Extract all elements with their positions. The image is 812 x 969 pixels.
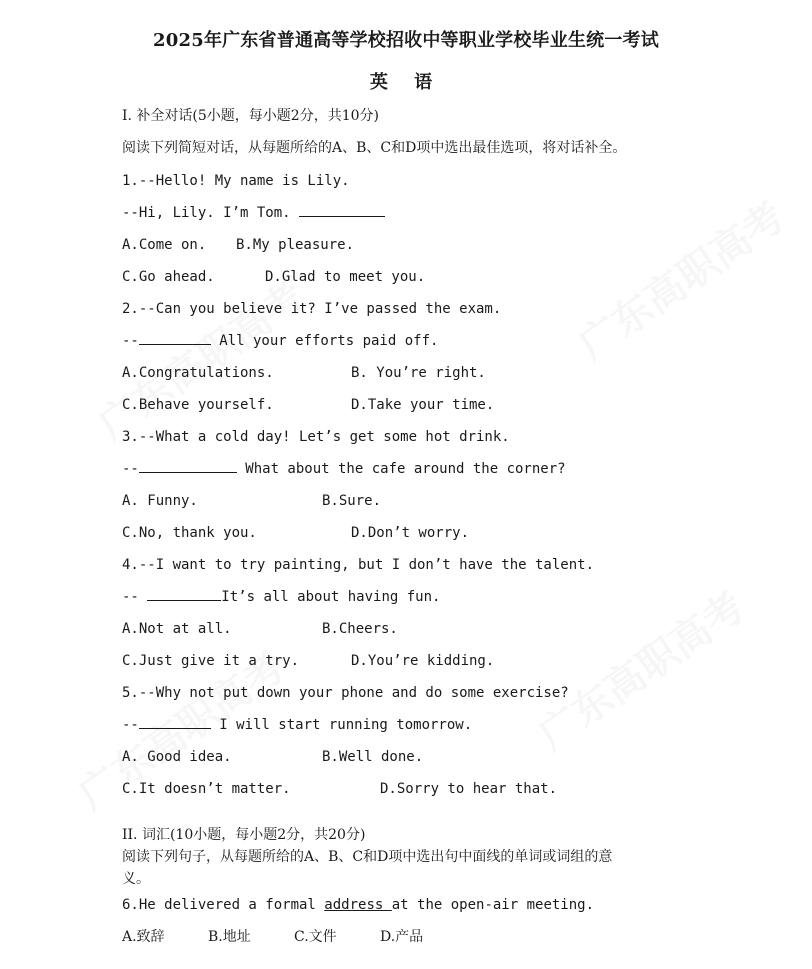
question-4-line-1: 4.--I want to try painting, but I don’t have the talent. [122,557,595,573]
question-6-option-a: A.致辞 [122,929,165,945]
question-6-option-d: D.产品 [380,929,424,945]
question-4-line-2: -- It’s all about having fun. [122,589,441,605]
question-2-option-b: B. You’re right. [351,365,486,381]
question-3-option-a: A. Funny. [122,493,198,509]
question-5-line-1: 5.--Why not put down your phone and do some exercise? [122,685,569,701]
question-6-option-b: B.地址 [208,929,251,945]
question-3-option-d: D.Don’t worry. [351,525,470,541]
question-6-option-c: C.文件 [294,929,337,945]
question-3-line-2: -- What about the cafe around the corner? [122,461,566,477]
question-3-option-b: B.Sure. [322,493,382,509]
question-1-option-d: D.Glad to meet you. [265,269,426,285]
watermark [85,266,314,450]
answer-blank[interactable] [139,460,237,473]
question-4-option-a: A.Not at all. [122,621,232,637]
question-5-option-c: C.It doesn’t matter. [122,781,291,797]
answer-blank[interactable] [139,332,211,345]
question-2-line-1: 2.--Can you believe it? I’ve passed the exam. [122,301,502,317]
question-1-option-c: C.Go ahead. [122,269,215,285]
question-2-option-a: A.Congratulations. [122,365,274,381]
section-2-heading: II. 词汇(10小题，每小题2分，共20分) [122,827,366,843]
question-4-option-d: D.You’re kidding. [351,653,495,669]
question-1-option-a: A.Come on. [122,237,207,253]
exam-title: 2025年广东省普通高等学校招收中等职业学校毕业生统一考试 [153,30,659,51]
section-1-heading: I. 补全对话(5小题，每小题2分，共10分) [122,108,379,124]
answer-blank[interactable] [139,716,211,729]
question-3-line-1: 3.--What a cold day! Let’s get some hot drink. [122,429,510,445]
answer-blank[interactable] [299,204,385,217]
question-1-line-2 [122,204,385,222]
question-1-option-b: B.My pleasure. [236,237,355,253]
watermark [565,186,794,370]
underlined-word: address [324,897,392,913]
answer-blank[interactable] [147,588,221,601]
question-2-option-d: D.Take your time. [351,397,495,413]
section-2-instruction: 阅读下列句子，从每题所给的A、B、C和D项中选出句中面线的单词或词组的意 [122,849,613,865]
question-2-line-2: -- All your efforts paid off. [122,333,439,349]
question-6-sentence: 6.He delivered a formal address at the open-air meeting. [122,897,595,913]
watermark [525,576,754,760]
question-5-line-2: -- I will start running tomorrow. [122,717,473,733]
question-1-line-2-text: --Hi, Lily. I’m Tom. [122,205,300,221]
exam-subject: 英 语 [369,72,443,93]
question-4-option-b: B.Cheers. [322,621,398,637]
section-1-instruction: 阅读下列简短对话，从每题所给的A、B、C和D项中选出最佳选项，将对话补全。 [122,140,627,156]
question-1-line-1: 1.--Hello! My name is Lily. [122,173,350,189]
question-5-option-d: D.Sorry to hear that. [380,781,558,797]
question-2-option-c: C.Behave yourself. [122,397,274,413]
section-2-instruction-continued: 义。 [122,871,150,887]
question-5-option-b: B.Well done. [322,749,424,765]
question-5-option-a: A. Good idea. [122,749,232,765]
question-3-option-c: C.No, thank you. [122,525,257,541]
question-4-option-c: C.Just give it a try. [122,653,300,669]
